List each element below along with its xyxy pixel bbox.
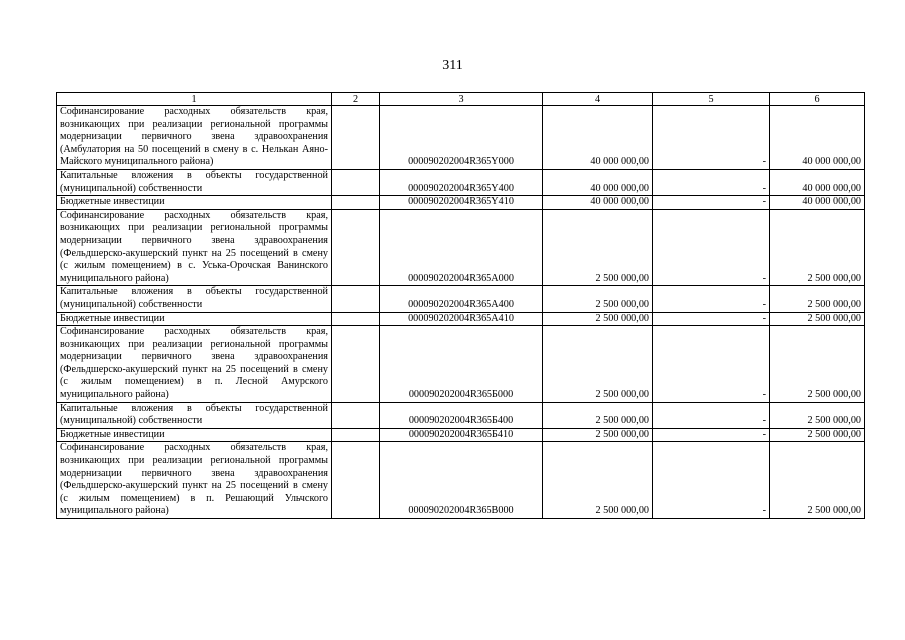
header-col-2: 2 — [332, 93, 380, 106]
row-name: Софинансирование расходных обязательств края, возникающих при реализации региональной программы модернизации первичного звена здравоохранения (Фельдшерско-акушерский пункт на 25 посещений в смену (с жилым помещением) в п. Лесной Амурского муниципального района) — [57, 326, 332, 403]
row-col2 — [332, 209, 380, 286]
table-row — [57, 428, 865, 442]
row-col5: - — [653, 106, 770, 170]
row-col2 — [332, 428, 380, 442]
row-col4: 2 500 000,00 — [543, 326, 653, 403]
row-code: 000090202004R365Б410 — [380, 428, 543, 442]
row-name: Бюджетные инвестиции — [57, 428, 332, 442]
header-row — [57, 93, 865, 106]
row-col2 — [332, 312, 380, 326]
row-col6: 2 500 000,00 — [770, 312, 865, 326]
row-code: 000090202004R365Б400 — [380, 402, 543, 428]
header-col-3: 3 — [380, 93, 543, 106]
row-col4: 2 500 000,00 — [543, 286, 653, 312]
row-code: 000090202004R365A410 — [380, 312, 543, 326]
row-col6: 40 000 000,00 — [770, 106, 865, 170]
row-col6: 40 000 000,00 — [770, 196, 865, 210]
row-col5: - — [653, 402, 770, 428]
row-col2 — [332, 169, 380, 195]
row-col6: 40 000 000,00 — [770, 169, 865, 195]
row-col5: - — [653, 286, 770, 312]
row-col2 — [332, 196, 380, 210]
header-col-5: 5 — [653, 93, 770, 106]
row-col2 — [332, 286, 380, 312]
table-row — [57, 326, 865, 403]
row-code: 000090202004R365Y410 — [380, 196, 543, 210]
row-name: Капитальные вложения в объекты государственной (муниципальной) собственности — [57, 169, 332, 195]
row-col6: 2 500 000,00 — [770, 402, 865, 428]
row-col2 — [332, 402, 380, 428]
row-code: 000090202004R365В000 — [380, 442, 543, 519]
row-name: Софинансирование расходных обязательств края, возникающих при реализации региональной программы модернизации первичного звена здравоохранения (Фельдшерско-акушерский пункт на 25 посещений в смену (с жилым помещением) в п. Решающий Ульчского муниципального района) — [57, 442, 332, 519]
row-col6: 2 500 000,00 — [770, 286, 865, 312]
header-col-4: 4 — [543, 93, 653, 106]
table-row — [57, 402, 865, 428]
page-number: 311 — [442, 58, 463, 73]
table-row — [57, 442, 865, 519]
row-col5: - — [653, 196, 770, 210]
row-code: 000090202004R365Б000 — [380, 326, 543, 403]
table-body — [57, 106, 865, 519]
row-code: 000090202004R365Y400 — [380, 169, 543, 195]
table-row — [57, 169, 865, 195]
row-col4: 40 000 000,00 — [543, 106, 653, 170]
row-col6: 2 500 000,00 — [770, 428, 865, 442]
table-row — [57, 209, 865, 286]
row-col2 — [332, 106, 380, 170]
row-col4: 2 500 000,00 — [543, 209, 653, 286]
table-row — [57, 312, 865, 326]
row-col6: 2 500 000,00 — [770, 209, 865, 286]
row-col4: 2 500 000,00 — [543, 442, 653, 519]
row-name: Софинансирование расходных обязательств края, возникающих при реализации региональной программы модернизации первичного звена здравоохранения (Фельдшерско-акушерский пункт на 25 посещений в смену (с жилым помещением) в с. Уська-Орочская Ванинского муниципального района) — [57, 209, 332, 286]
header-col-1: 1 — [57, 93, 332, 106]
row-col4: 40 000 000,00 — [543, 196, 653, 210]
row-col5: - — [653, 209, 770, 286]
header-col-6: 6 — [770, 93, 865, 106]
table-row — [57, 196, 865, 210]
row-name: Капитальные вложения в объекты государственной (муниципальной) собственности — [57, 402, 332, 428]
row-col5: - — [653, 428, 770, 442]
table-row — [57, 106, 865, 170]
table-row — [57, 286, 865, 312]
row-col4: 40 000 000,00 — [543, 169, 653, 195]
row-name: Бюджетные инвестиции — [57, 196, 332, 210]
row-col4: 2 500 000,00 — [543, 312, 653, 326]
row-code: 000090202004R365A000 — [380, 209, 543, 286]
row-col6: 2 500 000,00 — [770, 326, 865, 403]
row-name: Софинансирование расходных обязательств края, возникающих при реализации региональной программы модернизации первичного звена здравоохранения (Амбулатория на 50 посещений в смену в с. Нелькан Аяно-Майского муниципального района) — [57, 106, 332, 170]
row-col5: - — [653, 326, 770, 403]
row-code: 000090202004R365Y000 — [380, 106, 543, 170]
row-col4: 2 500 000,00 — [543, 402, 653, 428]
row-col5: - — [653, 442, 770, 519]
row-col5: - — [653, 312, 770, 326]
row-col4: 2 500 000,00 — [543, 428, 653, 442]
row-col6: 2 500 000,00 — [770, 442, 865, 519]
row-col5: - — [653, 169, 770, 195]
row-col2 — [332, 326, 380, 403]
budget-table — [56, 92, 865, 519]
row-col2 — [332, 442, 380, 519]
row-name: Капитальные вложения в объекты государственной (муниципальной) собственности — [57, 286, 332, 312]
row-code: 000090202004R365A400 — [380, 286, 543, 312]
row-name: Бюджетные инвестиции — [57, 312, 332, 326]
